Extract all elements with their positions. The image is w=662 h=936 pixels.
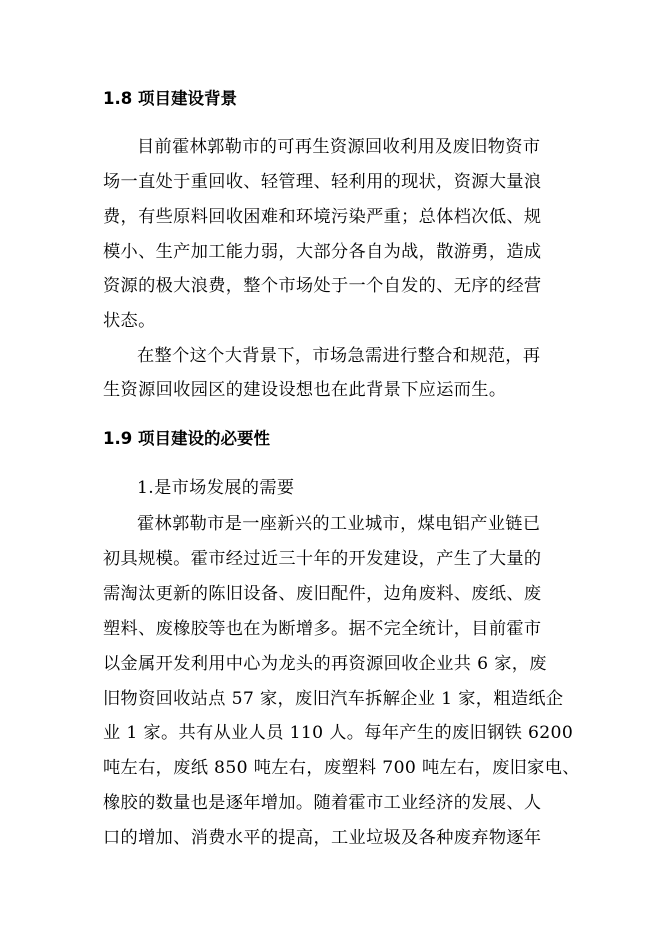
paragraph-line: 模小、生产加工能力弱，大部分各自为战，散游勇，造成 bbox=[103, 242, 542, 262]
paragraph-line: 费，有些原料回收困难和环境污染严重；总体档次低、规 bbox=[103, 207, 542, 227]
paragraph-line: 旧物资回收站点 57 家，废旧汽车拆解企业 1 家，粗造纸企 bbox=[103, 689, 564, 709]
paragraph-line: 霍林郭勒市是一座新兴的工业城市，煤电铝产业链已 bbox=[137, 514, 541, 534]
paragraph-line: 需淘汰更新的陈旧设备、废旧配件，边角废料、废纸、废 bbox=[103, 584, 542, 604]
paragraph-line: 状态。 bbox=[103, 311, 156, 331]
paragraph-line: 业 1 家。共有从业人员 110 人。每年产生的废旧钢铁 6200 bbox=[103, 723, 574, 743]
paragraph-line: 场一直处于重回收、轻管理、轻利用的现状，资源大量浪 bbox=[103, 172, 542, 192]
section-heading-1-8: 1.8 项目建设背景 bbox=[103, 89, 237, 108]
paragraph-line: 以金属开发利用中心为龙头的再资源回收企业共 6 家，废 bbox=[103, 654, 547, 674]
paragraph-line: 在整个这个大背景下，市场急需进行整合和规范，再 bbox=[137, 346, 541, 366]
section-heading-1-9: 1.9 项目建设的必要性 bbox=[103, 429, 270, 448]
subheading: 1.是市场发展的需要 bbox=[137, 478, 295, 498]
paragraph-line: 塑料、废橡胶等也在为断增多。据不完全统计，目前霍市 bbox=[103, 619, 542, 639]
paragraph-line: 生资源回收园区的建设设想也在此背景下应运而生。 bbox=[103, 380, 507, 400]
paragraph-line: 初具规模。霍市经过近三十年的开发建设，产生了大量的 bbox=[103, 549, 542, 569]
paragraph-line: 吨左右，废纸 850 吨左右，废塑料 700 吨左右，废旧家电、 bbox=[103, 758, 580, 778]
paragraph-line: 资源的极大浪费，整个市场处于一个自发的、无序的经营 bbox=[103, 276, 542, 296]
paragraph-line: 口的增加、消费水平的提高，工业垃圾及各种废弃物逐年 bbox=[103, 828, 542, 848]
paragraph-line: 橡胶的数量也是逐年增加。随着霍市工业经济的发展、人 bbox=[103, 793, 542, 813]
paragraph-line: 目前霍林郭勒市的可再生资源回收利用及废旧物资市 bbox=[137, 137, 541, 157]
